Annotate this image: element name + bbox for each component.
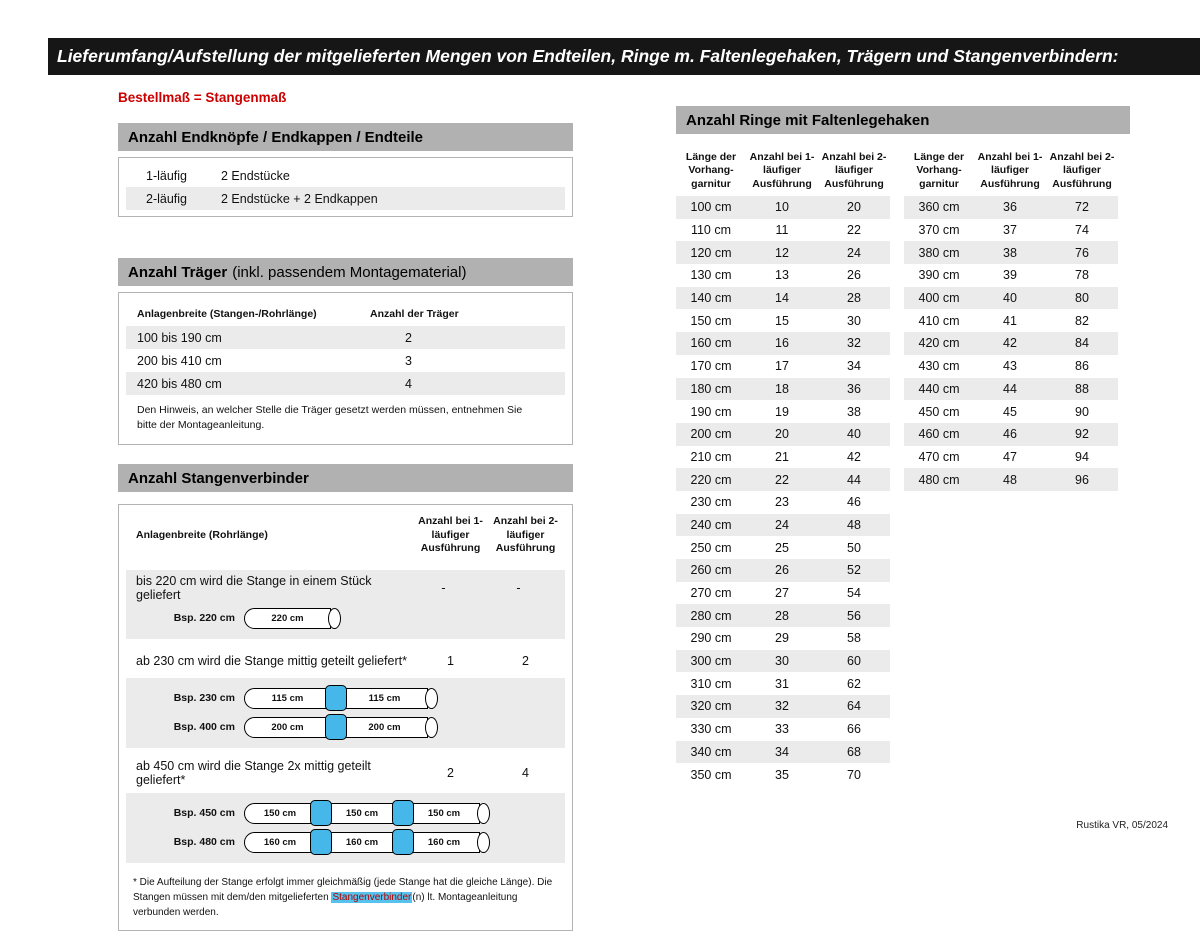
verbinder-col-header-2laufig: Anzahl bei 2-läufiger Ausführung bbox=[493, 515, 558, 554]
rings-cell-length: 410 cm bbox=[918, 313, 960, 328]
rings-cell-1laufig: 21 bbox=[775, 449, 789, 464]
left-column bbox=[118, 90, 573, 931]
rings-row bbox=[676, 423, 890, 446]
rod-example-label: Bsp. 230 cm bbox=[173, 692, 235, 705]
rings-cell-1laufig: 24 bbox=[775, 517, 789, 532]
rings-row bbox=[676, 287, 890, 310]
rings-cell-length: 110 cm bbox=[690, 223, 732, 238]
verbinder-section-header bbox=[118, 464, 573, 492]
rings-cell-1laufig: 36 bbox=[1003, 200, 1017, 215]
rings-cell-1laufig: 11 bbox=[775, 223, 789, 238]
rings-col-header: Anzahl bei 2-läufiger Ausführung bbox=[821, 151, 887, 190]
rings-col-header: Anzahl bei 1-läufiger Ausführung bbox=[977, 151, 1043, 190]
rings-cell-1laufig: 35 bbox=[775, 767, 789, 782]
rings-cell-2laufig: 40 bbox=[847, 427, 861, 442]
rod-segment: 160 cm bbox=[408, 832, 480, 853]
rings-cell-1laufig: 29 bbox=[775, 631, 789, 646]
rod-example-label: Bsp. 400 cm bbox=[173, 721, 235, 734]
rings-cell-2laufig: 88 bbox=[1075, 381, 1089, 396]
rod-connector-icon bbox=[310, 829, 332, 855]
rings-row bbox=[676, 241, 890, 264]
rings-cell-2laufig: 72 bbox=[1075, 200, 1089, 215]
rod-diagram bbox=[244, 832, 490, 853]
endpieces-section-title: Anzahl Endknöpfe / Endkappen / Endteile bbox=[128, 128, 424, 146]
rings-row bbox=[904, 287, 1118, 310]
rings-tables-wrapper bbox=[676, 146, 1130, 786]
rings-row bbox=[904, 219, 1118, 242]
endpieces-section-header bbox=[118, 123, 573, 151]
rings-row bbox=[676, 536, 890, 559]
rings-cell-2laufig: 80 bbox=[1075, 291, 1089, 306]
rod-connector-icon bbox=[392, 829, 414, 855]
rod-segment: 115 cm bbox=[244, 688, 331, 709]
rings-row bbox=[676, 604, 890, 627]
rings-cell-2laufig: 44 bbox=[847, 472, 861, 487]
rings-cell-1laufig: 22 bbox=[775, 472, 789, 487]
rod-endcap-icon bbox=[425, 717, 438, 738]
rings-cell-length: 160 cm bbox=[690, 336, 732, 351]
rod-segment: 150 cm bbox=[244, 803, 316, 824]
endpieces-table bbox=[118, 157, 573, 217]
traeger-row-range: 100 bis 190 cm bbox=[137, 330, 222, 345]
rings-cell-1laufig: 44 bbox=[1003, 381, 1017, 396]
rings-cell-length: 370 cm bbox=[918, 223, 960, 238]
rings-cell-length: 340 cm bbox=[690, 744, 732, 759]
rings-cell-1laufig: 23 bbox=[775, 495, 789, 510]
rings-row bbox=[676, 718, 890, 741]
traeger-section-title: Anzahl Träger bbox=[128, 263, 228, 281]
rod-endcap-icon bbox=[477, 832, 490, 853]
traeger-table bbox=[118, 292, 573, 445]
rings-row bbox=[676, 650, 890, 673]
rod-connector-icon bbox=[325, 714, 347, 740]
rings-cell-2laufig: 76 bbox=[1075, 245, 1089, 260]
rings-cell-2laufig: 20 bbox=[847, 200, 861, 215]
rod-connector-icon bbox=[325, 685, 347, 711]
verbinder-col-header-width: Anlagenbreite (Rohrlänge) bbox=[136, 529, 268, 542]
traeger-row bbox=[126, 372, 565, 395]
rings-cell-1laufig: 32 bbox=[775, 699, 789, 714]
rings-cell-2laufig: 62 bbox=[847, 676, 861, 691]
rings-cell-length: 360 cm bbox=[918, 200, 960, 215]
traeger-row bbox=[126, 326, 565, 349]
rings-cell-1laufig: 14 bbox=[775, 291, 789, 306]
rings-row bbox=[904, 196, 1118, 219]
endpieces-row-value: 2 Endstücke bbox=[221, 168, 290, 183]
rod-connector-icon bbox=[310, 800, 332, 826]
rings-cell-2laufig: 42 bbox=[847, 449, 861, 464]
traeger-row bbox=[126, 349, 565, 372]
rings-col-header: Länge der Vorhang-garnitur bbox=[685, 151, 737, 190]
rod-segment: 220 cm bbox=[244, 608, 331, 629]
rod-segment: 150 cm bbox=[326, 803, 398, 824]
rod-diagram bbox=[244, 803, 490, 824]
rings-cell-2laufig: 26 bbox=[847, 268, 861, 283]
rings-cell-2laufig: 32 bbox=[847, 336, 861, 351]
rings-cell-2laufig: 46 bbox=[847, 495, 861, 510]
rod-endcap-icon bbox=[477, 803, 490, 824]
rings-cell-length: 330 cm bbox=[690, 722, 732, 737]
rings-row bbox=[676, 355, 890, 378]
rings-cell-length: 170 cm bbox=[690, 359, 732, 374]
rod-segment: 200 cm bbox=[244, 717, 331, 738]
rings-cell-length: 230 cm bbox=[690, 495, 732, 510]
rings-cell-2laufig: 34 bbox=[847, 359, 861, 374]
rings-cell-1laufig: 47 bbox=[1003, 449, 1017, 464]
rings-cell-length: 100 cm bbox=[690, 200, 732, 215]
order-measure-note: Bestellmaß = Stangenmaß bbox=[118, 90, 287, 105]
traeger-row-count: 4 bbox=[405, 376, 412, 391]
rings-cell-length: 220 cm bbox=[690, 472, 732, 487]
rings-cell-2laufig: 36 bbox=[847, 381, 861, 396]
rings-col-header: Anzahl bei 1-läufiger Ausführung bbox=[749, 151, 815, 190]
rod-endcap-icon bbox=[425, 688, 438, 709]
footnote-highlight: Stangenverbinder bbox=[332, 891, 412, 903]
verbinder-group-text-row bbox=[119, 650, 572, 672]
rings-cell-length: 430 cm bbox=[918, 359, 960, 374]
footnote-text-post: (n) lt. Montageanleitung verbunden werden. bbox=[133, 891, 518, 918]
rings-cell-2laufig: 48 bbox=[847, 517, 861, 532]
rings-cell-2laufig: 64 bbox=[847, 699, 861, 714]
rings-cell-length: 310 cm bbox=[690, 676, 732, 691]
verbinder-count-2laufig: - bbox=[516, 580, 521, 595]
rings-row bbox=[904, 332, 1118, 355]
rings-header-row bbox=[676, 146, 890, 196]
endpieces-row-label: 1-läufig bbox=[146, 168, 187, 183]
rings-row bbox=[904, 400, 1118, 423]
rings-col-header: Anzahl bei 2-läufiger Ausführung bbox=[1049, 151, 1115, 190]
verbinder-footnote bbox=[125, 875, 566, 920]
rings-row bbox=[676, 264, 890, 287]
rings-cell-2laufig: 30 bbox=[847, 313, 861, 328]
rings-cell-1laufig: 48 bbox=[1003, 472, 1017, 487]
rings-row bbox=[676, 559, 890, 582]
verbinder-section-title: Anzahl Stangenverbinder bbox=[128, 469, 309, 487]
verbinder-group-text-row bbox=[119, 759, 572, 787]
rings-cell-length: 380 cm bbox=[918, 245, 960, 260]
rings-cell-1laufig: 34 bbox=[775, 744, 789, 759]
rings-cell-1laufig: 43 bbox=[1003, 359, 1017, 374]
footer-note: Rustika VR, 05/2024 bbox=[1076, 820, 1168, 831]
rings-cell-2laufig: 94 bbox=[1075, 449, 1089, 464]
rings-row bbox=[676, 672, 890, 695]
rings-cell-2laufig: 68 bbox=[847, 744, 861, 759]
verbinder-count-1laufig: 1 bbox=[447, 653, 454, 668]
rings-cell-1laufig: 30 bbox=[775, 654, 789, 669]
rings-row bbox=[676, 468, 890, 491]
rings-cell-length: 130 cm bbox=[690, 268, 732, 283]
rings-cell-2laufig: 58 bbox=[847, 631, 861, 646]
rod-segment: 150 cm bbox=[408, 803, 480, 824]
rings-cell-1laufig: 15 bbox=[775, 313, 789, 328]
rings-cell-length: 150 cm bbox=[690, 313, 732, 328]
rings-row bbox=[676, 309, 890, 332]
rings-row bbox=[904, 446, 1118, 469]
rings-cell-1laufig: 41 bbox=[1003, 313, 1017, 328]
rings-cell-1laufig: 40 bbox=[1003, 291, 1017, 306]
rings-cell-2laufig: 38 bbox=[847, 404, 861, 419]
rings-cell-length: 420 cm bbox=[918, 336, 960, 351]
verbinder-group bbox=[126, 570, 565, 639]
rings-cell-length: 260 cm bbox=[690, 563, 732, 578]
rings-row bbox=[904, 264, 1118, 287]
rings-cell-1laufig: 39 bbox=[1003, 268, 1017, 283]
rings-col-header: Länge der Vorhang-garnitur bbox=[913, 151, 965, 190]
rings-cell-1laufig: 45 bbox=[1003, 404, 1017, 419]
rings-section-title: Anzahl Ringe mit Faltenlegehaken bbox=[686, 111, 930, 129]
rings-cell-2laufig: 74 bbox=[1075, 223, 1089, 238]
verbinder-col-header-1laufig: Anzahl bei 1-läufiger Ausführung bbox=[418, 515, 483, 554]
rings-cell-length: 400 cm bbox=[918, 291, 960, 306]
endpieces-row-label: 2-läufig bbox=[146, 191, 187, 206]
rings-cell-length: 450 cm bbox=[918, 404, 960, 419]
traeger-col-header-width: Anlagenbreite (Stangen-/Rohrlänge) bbox=[137, 308, 317, 320]
endpieces-row bbox=[126, 187, 565, 210]
rings-cell-1laufig: 19 bbox=[775, 404, 789, 419]
traeger-section-subtitle: (inkl. passendem Montagematerial) bbox=[232, 263, 467, 281]
verbinder-count-1laufig: 2 bbox=[447, 765, 454, 780]
rings-cell-2laufig: 50 bbox=[847, 540, 861, 555]
traeger-row-count: 2 bbox=[405, 330, 412, 345]
rings-cell-2laufig: 52 bbox=[847, 563, 861, 578]
rings-header-row bbox=[904, 146, 1118, 196]
verbinder-count-1laufig: - bbox=[441, 580, 446, 595]
verbinder-table bbox=[118, 504, 573, 930]
traeger-note: Den Hinweis, an welcher Stelle die Träger gesetzt werden müssen, entnehmen Sie bitte der Montageanleitung. bbox=[137, 404, 523, 431]
rings-cell-length: 140 cm bbox=[690, 291, 732, 306]
rings-cell-1laufig: 25 bbox=[775, 540, 789, 555]
rod-segment: 160 cm bbox=[326, 832, 398, 853]
verbinder-group-text: ab 230 cm wird die Stange mittig geteilt geliefert* bbox=[136, 653, 407, 668]
rings-row bbox=[904, 309, 1118, 332]
traeger-header-row bbox=[126, 302, 565, 326]
rod-example-label: Bsp. 480 cm bbox=[173, 836, 235, 849]
rings-cell-1laufig: 37 bbox=[1003, 223, 1017, 238]
rings-row bbox=[904, 355, 1118, 378]
rings-row bbox=[904, 378, 1118, 401]
rings-cell-length: 290 cm bbox=[690, 631, 732, 646]
rings-cell-length: 210 cm bbox=[690, 449, 732, 464]
rings-row bbox=[676, 219, 890, 242]
rings-cell-1laufig: 12 bbox=[775, 245, 789, 260]
rings-row bbox=[676, 400, 890, 423]
endpieces-row-value: 2 Endstücke + 2 Endkappen bbox=[221, 191, 378, 206]
rings-table-2 bbox=[904, 146, 1118, 786]
rings-cell-length: 190 cm bbox=[690, 404, 732, 419]
rings-cell-1laufig: 20 bbox=[775, 427, 789, 442]
rings-cell-2laufig: 24 bbox=[847, 245, 861, 260]
rings-cell-2laufig: 84 bbox=[1075, 336, 1089, 351]
traeger-table-body bbox=[126, 326, 565, 395]
rings-cell-1laufig: 18 bbox=[775, 381, 789, 396]
rings-row bbox=[904, 241, 1118, 264]
rings-cell-length: 320 cm bbox=[690, 699, 732, 714]
rod-segment: 160 cm bbox=[244, 832, 316, 853]
rings-cell-length: 460 cm bbox=[918, 427, 960, 442]
rod-example bbox=[126, 828, 565, 857]
endpieces-table-body bbox=[126, 164, 565, 210]
rings-section-header bbox=[676, 106, 1130, 134]
rings-row bbox=[676, 378, 890, 401]
rings-row bbox=[676, 627, 890, 650]
rod-example-label: Bsp. 450 cm bbox=[173, 807, 235, 820]
rings-row bbox=[904, 423, 1118, 446]
rings-cell-2laufig: 92 bbox=[1075, 427, 1089, 442]
rings-cell-1laufig: 26 bbox=[775, 563, 789, 578]
rings-cell-2laufig: 22 bbox=[847, 223, 861, 238]
verbinder-groups bbox=[119, 570, 572, 863]
rod-segment: 115 cm bbox=[341, 688, 428, 709]
rings-row bbox=[676, 196, 890, 219]
rings-cell-length: 390 cm bbox=[918, 268, 960, 283]
rings-cell-1laufig: 10 bbox=[775, 200, 789, 215]
rod-diagram bbox=[244, 717, 438, 738]
rings-cell-length: 280 cm bbox=[690, 608, 732, 623]
rings-cell-1laufig: 31 bbox=[775, 676, 789, 691]
rod-example bbox=[126, 684, 565, 713]
rings-cell-2laufig: 82 bbox=[1075, 313, 1089, 328]
rings-cell-1laufig: 38 bbox=[1003, 245, 1017, 260]
rings-cell-1laufig: 33 bbox=[775, 722, 789, 737]
traeger-section-header bbox=[118, 258, 573, 286]
rod-diagram bbox=[244, 688, 438, 709]
rod-segment: 200 cm bbox=[341, 717, 428, 738]
rod-example bbox=[126, 604, 565, 633]
verbinder-group-text: ab 450 cm wird die Stange 2x mittig geteilt geliefert* bbox=[136, 758, 371, 787]
rings-cell-2laufig: 70 bbox=[847, 767, 861, 782]
rings-cell-length: 480 cm bbox=[918, 472, 960, 487]
rod-example bbox=[126, 713, 565, 742]
verbinder-count-2laufig: 2 bbox=[522, 653, 529, 668]
rings-cell-2laufig: 86 bbox=[1075, 359, 1089, 374]
title-bar bbox=[48, 38, 1200, 75]
rings-cell-1laufig: 42 bbox=[1003, 336, 1017, 351]
rings-cell-length: 240 cm bbox=[690, 517, 732, 532]
rings-cell-1laufig: 13 bbox=[775, 268, 789, 283]
rings-table-1 bbox=[676, 146, 890, 786]
rings-row bbox=[676, 695, 890, 718]
rings-cell-2laufig: 90 bbox=[1075, 404, 1089, 419]
rings-cell-2laufig: 78 bbox=[1075, 268, 1089, 283]
rings-row bbox=[676, 763, 890, 786]
rod-example bbox=[126, 799, 565, 828]
rings-cell-2laufig: 60 bbox=[847, 654, 861, 669]
rings-cell-2laufig: 56 bbox=[847, 608, 861, 623]
verbinder-examples bbox=[126, 793, 565, 863]
traeger-row-range: 420 bis 480 cm bbox=[137, 376, 222, 391]
rings-cell-length: 470 cm bbox=[918, 449, 960, 464]
verbinder-examples bbox=[126, 602, 565, 633]
rings-row bbox=[676, 446, 890, 469]
endpieces-row bbox=[126, 164, 565, 187]
rings-cell-2laufig: 54 bbox=[847, 586, 861, 601]
rings-cell-length: 440 cm bbox=[918, 381, 960, 396]
rings-row bbox=[676, 332, 890, 355]
traeger-row-range: 200 bis 410 cm bbox=[137, 353, 222, 368]
verbinder-group-text: bis 220 cm wird die Stange in einem Stück geliefert bbox=[136, 573, 372, 602]
rings-cell-length: 180 cm bbox=[690, 381, 732, 396]
rings-row bbox=[676, 741, 890, 764]
verbinder-header-row bbox=[119, 505, 572, 561]
rings-cell-1laufig: 17 bbox=[775, 359, 789, 374]
verbinder-count-2laufig: 4 bbox=[522, 765, 529, 780]
right-column bbox=[676, 106, 1130, 786]
rings-cell-length: 200 cm bbox=[690, 427, 732, 442]
verbinder-group-text-row bbox=[126, 574, 565, 602]
verbinder-group bbox=[119, 759, 572, 863]
rod-endcap-icon bbox=[328, 608, 341, 629]
page-title: Lieferumfang/Aufstellung der mitgelieferten Mengen von Endteilen, Ringe m. Faltenlegehaken, Trägern und Stangenverbindern: bbox=[57, 46, 1119, 66]
rod-example-label: Bsp. 220 cm bbox=[173, 612, 235, 625]
verbinder-group bbox=[119, 650, 572, 748]
rings-cell-1laufig: 16 bbox=[775, 336, 789, 351]
rings-cell-1laufig: 28 bbox=[775, 608, 789, 623]
rings-cell-1laufig: 27 bbox=[775, 586, 789, 601]
rings-cell-1laufig: 46 bbox=[1003, 427, 1017, 442]
rings-row bbox=[676, 582, 890, 605]
rings-row bbox=[676, 491, 890, 514]
rings-cell-length: 300 cm bbox=[690, 654, 732, 669]
rings-cell-2laufig: 96 bbox=[1075, 472, 1089, 487]
traeger-col-header-count: Anzahl der Träger bbox=[370, 308, 459, 320]
verbinder-examples bbox=[126, 678, 565, 748]
rod-connector-icon bbox=[392, 800, 414, 826]
rings-row bbox=[676, 514, 890, 537]
rings-cell-length: 250 cm bbox=[690, 540, 732, 555]
rod-diagram bbox=[244, 608, 341, 629]
rings-cell-length: 270 cm bbox=[690, 586, 732, 601]
rings-cell-length: 350 cm bbox=[690, 767, 732, 782]
footnote-text-pre: * Die Aufteilung der Stange erfolgt immer gleichmäßig (jede Stange hat die gleiche Länge). Die Stangen müssen mit dem/den mitgelieferten bbox=[133, 876, 553, 903]
traeger-row-count: 3 bbox=[405, 353, 412, 368]
rings-row bbox=[904, 468, 1118, 491]
rings-cell-2laufig: 66 bbox=[847, 722, 861, 737]
rings-cell-length: 120 cm bbox=[690, 245, 732, 260]
rings-cell-2laufig: 28 bbox=[847, 291, 861, 306]
